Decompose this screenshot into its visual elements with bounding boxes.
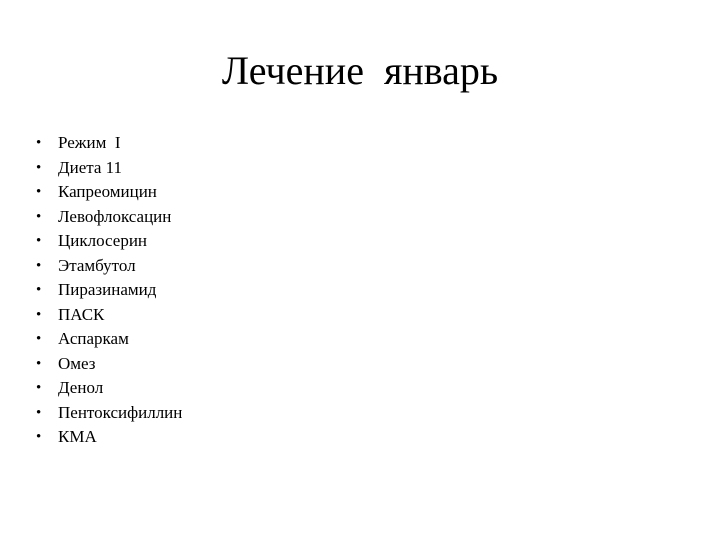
bullet-icon: • — [36, 257, 42, 274]
list-item — [36, 131, 182, 156]
list-item-text: Режим I — [58, 133, 121, 152]
bullet-list — [36, 131, 182, 450]
bullet-icon: • — [36, 355, 42, 372]
list-item-text: Левофлоксацин — [58, 206, 172, 226]
list-item-text: Аспаркам — [58, 329, 129, 348]
bullet-icon: • — [36, 135, 42, 151]
list-item — [36, 156, 182, 181]
list-item — [36, 401, 182, 426]
list-item-text: Омез — [58, 353, 96, 373]
list-item — [36, 278, 182, 303]
bullet-icon: • — [36, 208, 42, 225]
bullet-icon: • — [36, 331, 42, 347]
bullet-icon: • — [36, 404, 42, 421]
list-item — [36, 376, 182, 401]
list-item — [36, 303, 182, 328]
bullet-icon: • — [36, 233, 42, 249]
slide-title: Лечение январь — [221, 48, 499, 93]
list-item — [36, 205, 182, 230]
bullet-icon: • — [36, 380, 42, 396]
list-item-text: Этамбутол — [58, 255, 136, 275]
bullet-icon: • — [36, 159, 42, 176]
list-item-text: Пиразинамид — [58, 280, 157, 299]
list-item-text: КМА — [58, 427, 97, 446]
list-item — [36, 352, 182, 377]
bullet-icon: • — [36, 429, 42, 445]
list-item — [36, 229, 182, 254]
bullet-icon: • — [36, 306, 42, 323]
list-item — [36, 425, 182, 450]
bullet-icon: • — [36, 282, 42, 298]
list-item-text: ПАСК — [58, 304, 105, 324]
list-item-text: Циклосерин — [58, 231, 148, 250]
bullet-icon: • — [36, 184, 42, 200]
list-item-text: Диета 11 — [58, 157, 123, 177]
list-item — [36, 254, 182, 279]
list-item-text: Капреомицин — [58, 182, 157, 201]
list-item — [36, 180, 182, 205]
list-item — [36, 327, 182, 352]
list-item-text: Пентоксифиллин — [58, 402, 183, 422]
list-item-text: Денол — [58, 378, 104, 397]
